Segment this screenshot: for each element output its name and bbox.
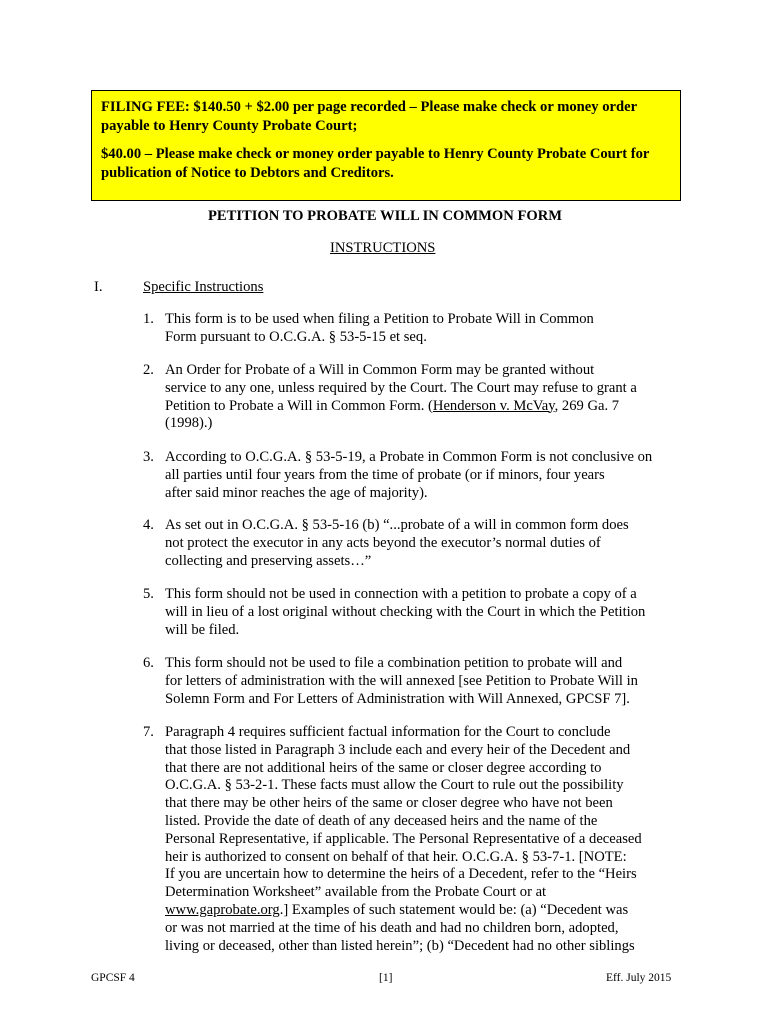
item-line: that those listed in Paragraph 3 include each and every heir of the Decedent and — [165, 741, 631, 758]
item-line — [165, 398, 673, 416]
fee-line: FILING FEE: $140.50 + $2.00 per page recorded – Please make check or money order — [101, 99, 638, 115]
instruction-item-3 — [143, 449, 673, 502]
item-line: Paragraph 4 requires sufficient factual information for the Court to conclude — [165, 724, 611, 740]
item-number: 6. — [143, 655, 154, 671]
item-line: According to O.C.G.A. § 53-5-19, a Probate in Common Form is not conclusive on — [165, 449, 653, 465]
item-line: that there may be other heirs of the same or closer degree who have not been — [165, 795, 613, 812]
item-line-text: .] Examples of such statement would be: (a) “Decedent was — [279, 901, 629, 918]
item-line: If you are uncertain how to determine the heirs of a Decedent, refer to the “Heirs — [165, 866, 637, 883]
gaprobate-link[interactable]: www.gaprobate.org — [165, 901, 280, 918]
fee-line: payable to Henry County Probate Court; — [101, 118, 358, 134]
item-line: Determination Worksheet” available from the Probate Court or at — [165, 884, 547, 901]
item-line: This form should not be used in connection with a petition to probate a copy of a — [165, 586, 637, 602]
item-line: As set out in O.C.G.A. § 53-5-16 (b) “...probate of a will in common form does — [165, 517, 629, 533]
instruction-item-5 — [143, 586, 673, 639]
instruction-item-4 — [143, 517, 673, 570]
page-title: PETITION TO PROBATE WILL IN COMMON FORM — [207, 208, 563, 224]
item-line: listed. Provide the date of death of any deceased heirs and the name of the — [165, 812, 598, 829]
footer-effective-date: Eff. July 2015 — [606, 972, 672, 984]
item-number: 1. — [143, 311, 154, 327]
item-line: O.C.G.A. § 53-2-1. These facts must allow the Court to rule out the possibility — [165, 777, 624, 794]
item-line: all parties until four years from the time of probate (or if minors, four years — [165, 466, 605, 483]
fee-line: $40.00 – Please make check or money order payable to Henry County Probate Court for — [101, 146, 650, 162]
instructions-heading: INSTRUCTIONS — [330, 240, 436, 256]
case-citation-text: , 269 Ga. 7 — [554, 397, 620, 414]
section-title: Specific Instructions — [143, 279, 264, 295]
item-line: will in lieu of a lost original without checking with the Court in which the Petition — [165, 603, 646, 620]
item-line: Solemn Form and For Letters of Administration with Will Annexed, GPCSF 7]. — [165, 690, 630, 707]
item-line: not protect the executor in any acts beyond the executor’s normal duties of — [165, 534, 601, 551]
item-number: 5. — [143, 586, 154, 602]
filing-fee-text — [101, 98, 671, 136]
item-number: 4. — [143, 517, 154, 533]
instruction-item-7 — [143, 724, 673, 955]
item-line: An Order for Probate of a Will in Common Form may be granted without — [165, 362, 595, 378]
item-line — [165, 902, 673, 920]
item-line: collecting and preserving assets…” — [165, 552, 372, 569]
item-line: after said minor reaches the age of majority). — [165, 484, 428, 501]
item-line-text: Petition to Probate a Will in Common Form. ( — [165, 397, 433, 414]
item-line: that there are not additional heirs of the same or closer degree according to — [165, 759, 602, 776]
section-number: I. — [94, 279, 103, 295]
item-number: 2. — [143, 362, 154, 378]
case-citation-link[interactable]: Henderson v. McVay — [432, 397, 555, 414]
item-line: heir is authorized to consent on behalf of that heir. O.C.G.A. § 53-7-1. [NOTE: — [165, 848, 627, 865]
footer-form-id: GPCSF 4 — [91, 972, 135, 984]
instruction-item-2 — [143, 362, 673, 433]
item-line: This form is to be used when filing a Petition to Probate Will in Common — [165, 311, 594, 327]
item-line: will be filed. — [165, 621, 240, 638]
item-number: 7. — [143, 724, 154, 740]
item-line: for letters of administration with the will annexed [see Petition to Probate Will in — [165, 672, 638, 689]
item-number: 3. — [143, 449, 154, 465]
instruction-item-1 — [143, 311, 673, 347]
item-line: or was not married at the time of his death and had no children born, adopted, — [165, 919, 619, 936]
item-line: Personal Representative, if applicable. The Personal Representative of a deceased — [165, 830, 642, 847]
fee-line: publication of Notice to Debtors and Creditors. — [101, 165, 394, 181]
item-line: (1998).) — [165, 415, 213, 432]
footer-page-number: [1] — [379, 972, 393, 984]
item-line: Form pursuant to O.C.G.A. § 53-5-15 et seq. — [165, 328, 427, 345]
item-line: This form should not be used to file a combination petition to probate will and — [165, 655, 623, 671]
instruction-item-6 — [143, 655, 673, 708]
filing-fee-box — [91, 90, 681, 201]
publication-fee-text — [101, 145, 671, 183]
item-line: service to any one, unless required by the Court. The Court may refuse to grant a — [165, 379, 637, 396]
item-line: living or deceased, other than listed herein”; (b) “Decedent had no other siblings — [165, 937, 635, 954]
